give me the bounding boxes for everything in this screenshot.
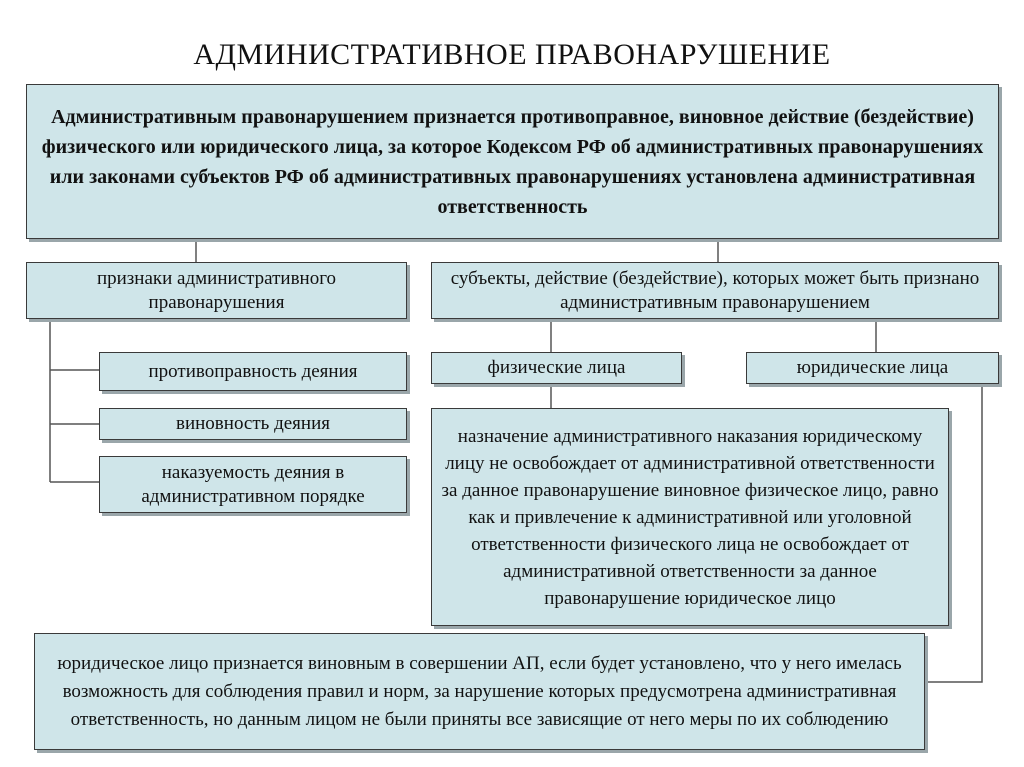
physical-persons-text: физические лица: [487, 357, 626, 378]
physical-persons-box: [431, 352, 682, 384]
sign-item-box: [99, 408, 407, 440]
signs-header-box: [26, 262, 407, 319]
physical-note-text: назначение административного наказания юридическому лицу не освобождает от административной ответственности за данное правонарушение виновное физическое лицо, равно как и привлечение к административной или уголовной ответственности физического лица не освобождает от административной ответственности за данное правонарушение юридическое лицо: [441, 425, 939, 609]
sign-item-box: [99, 352, 407, 391]
page-title: АДМИНИСТРАТИВНОЕ ПРАВОНАРУШЕНИЕ: [193, 38, 831, 71]
legal-persons-box: [746, 352, 999, 384]
definition-text: Административным правонарушением признается противоправное, виновное действие (бездействие) физического или юридического лица, за которое Кодексом РФ об административных правонарушениях или законами субъектов РФ об административных правонарушениях установлена административная ответственность: [41, 105, 984, 218]
legal-persons-text: юридические лица: [796, 357, 949, 378]
signs-header-text: признаки административного правонарушения: [96, 267, 337, 313]
subjects-header-text: субъекты, действие (бездействие), которых может быть признано административным правонарушением: [450, 267, 980, 313]
legal-note-text: юридическое лицо признается виновным в совершении АП, если будет установлено, что у него имелась возможность для соблюдения правил и норм, за нарушение которых предусмотрена административная ответственность, но данным лицом не были приняты все зависящие от него меры по их соблюдению: [57, 652, 902, 730]
subjects-header-box: [431, 262, 999, 319]
sign-item-text: наказуемость деяния в административном порядке: [141, 461, 365, 507]
physical-note-box: [431, 408, 949, 626]
sign-item-box: [99, 456, 407, 513]
sign-item-text: противоправность деяния: [148, 360, 358, 382]
sign-item-text: виновность деяния: [176, 413, 330, 434]
definition-box: [26, 84, 999, 239]
legal-note-box: [34, 633, 925, 750]
